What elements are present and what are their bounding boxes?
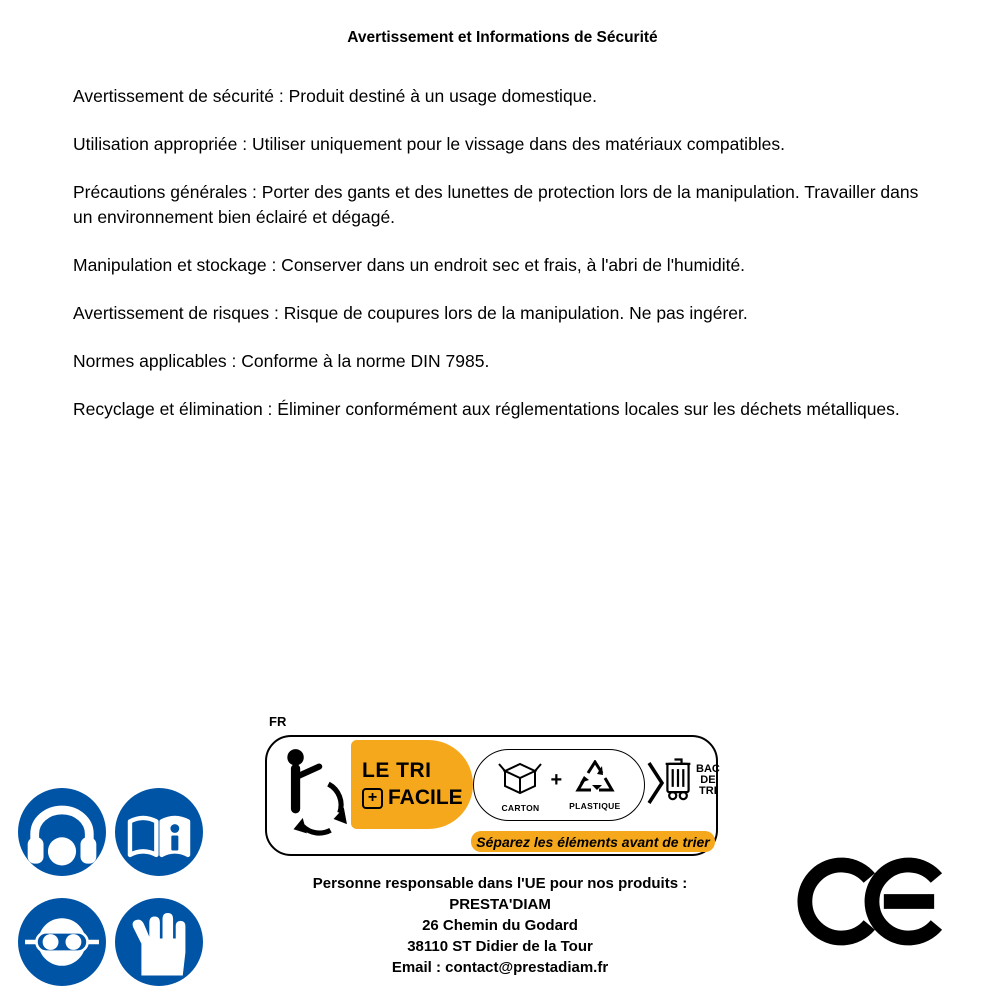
paragraph-recycling-disposal: Recyclage et élimination : Éliminer conformément aux réglementations locales sur les déchets métalliques. <box>73 399 900 419</box>
plastique-label: PLASTIQUE <box>569 800 621 811</box>
carton-box-icon <box>497 758 543 801</box>
eu-responsible-block <box>250 873 750 978</box>
le-tri-facile-badge <box>351 740 473 829</box>
wear-ear-protection-icon <box>18 788 106 876</box>
sorting-tagline: Séparez les éléments avant de trier <box>471 831 715 852</box>
plastique-item <box>569 760 620 811</box>
plus-box-icon: + <box>362 788 383 809</box>
paragraph-applicable-standards: Normes applicables : Conforme à la norme DIN 7985. <box>73 351 490 371</box>
wear-eye-protection-icon <box>18 898 106 986</box>
bac-de-tri-label: BAC DE TRI <box>696 763 720 797</box>
page-title: Avertissement et Informations de Sécurité <box>347 29 658 46</box>
responsible-address-line2: 38110 ST Didier de la Tour <box>407 938 593 955</box>
carton-label: CARTON <box>501 802 540 813</box>
country-code-label: FR <box>269 714 287 729</box>
responsible-heading: Personne responsable dans l'UE pour nos produits : <box>312 875 688 892</box>
le-tri-text: LE TRI <box>362 759 432 782</box>
responsible-company: PRESTA'DIAM <box>449 896 551 913</box>
paragraph-appropriate-use: Utilisation appropriée : Utiliser uniquement pour le vissage dans des matériaux compatibles. <box>73 134 786 154</box>
carton-item <box>497 758 543 813</box>
paragraph-risk-warning: Avertissement de risques : Risque de coupures lors de la manipulation. Ne pas ingérer. <box>73 303 748 323</box>
triman-icon <box>275 745 349 843</box>
trash-bin-icon <box>663 755 693 806</box>
facile-text: FACILE <box>388 786 463 809</box>
safety-paragraphs <box>73 84 931 445</box>
recycling-sorting-label <box>265 735 718 856</box>
plus-separator: + <box>550 768 563 791</box>
paragraph-safety-warning: Avertissement de sécurité : Produit destiné à un usage domestique. <box>73 86 598 106</box>
paragraph-general-precautions: Précautions générales : Porter des gants et des lunettes de protection lors de la manipulation. Travailler dans un environnement bien éclairé et dégagé. <box>73 182 919 227</box>
read-instruction-manual-icon <box>115 788 203 876</box>
ce-marking-icon <box>797 852 945 951</box>
responsible-email: Email : contact@prestadiam.fr <box>391 959 609 976</box>
wear-protective-gloves-icon <box>115 898 203 986</box>
mandatory-pictograms <box>18 788 203 986</box>
sorting-bin-group <box>663 755 720 806</box>
sorting-items-group <box>473 749 645 821</box>
paragraph-handling-storage: Manipulation et stockage : Conserver dans un endroit sec et frais, à l'abri de l'humidité. <box>73 255 746 275</box>
recycle-triangle-icon <box>575 760 615 799</box>
responsible-address-line1: 26 Chemin du Godard <box>422 917 578 934</box>
